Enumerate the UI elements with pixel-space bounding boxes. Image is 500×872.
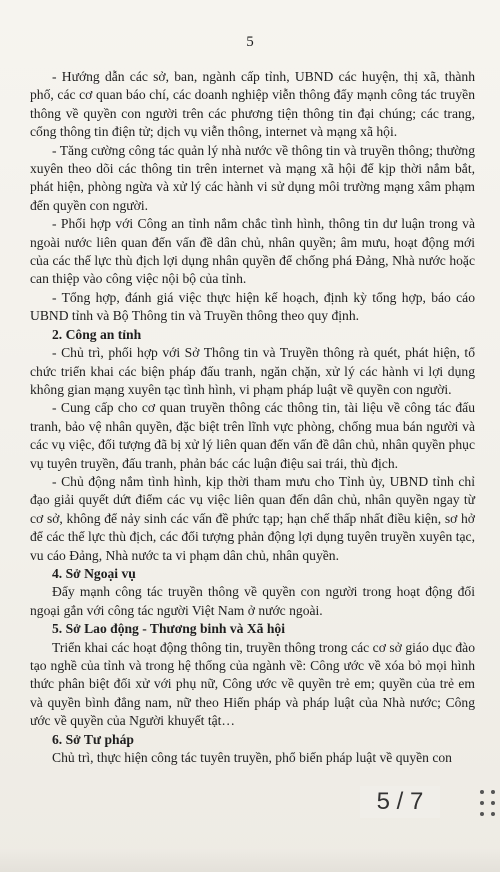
section-heading: 4. Sở Ngoại vụ <box>52 565 136 581</box>
paragraph: - Phối hợp với Công an tỉnh nắm chắc tình hình, thông tin dư luận trong và ngoài nước liên quan đến vấn đề dân chủ, nhân quyền; âm mưu, hoạt động mới của các thế lực thù địch lợi dụng nhân quyền để chống phá Đảng, Nhà nước hoặc can thiệp vào công việc nội bộ của tỉnh. <box>30 216 475 287</box>
paragraph: - Hướng dẫn các sở, ban, ngành cấp tỉnh, UBND các huyện, thị xã, thành phố, các cơ quan báo chí, các doanh nghiệp viễn thông đẩy mạnh công tác truyền thông về quyền con người trên các phương tiện thông tin đại chúng; các trang, cổng thông tin điện tử; dịch vụ viễn thông, internet và mạng xã hội. <box>30 69 475 140</box>
section-heading: 2. Công an tỉnh <box>52 326 142 342</box>
section-heading: 5. Sở Lao động - Thương binh và Xã hội <box>52 621 285 637</box>
paragraph: - Chủ động nắm tình hình, kịp thời tham mưu cho Tỉnh ủy, UBND tỉnh chỉ đạo giải quyết dứt điểm các vụ việc liên quan đến dân chủ, nhân quyền ngay từ cơ sở, không để nảy sinh các vấn đề phức tạp; hạn chế thấp nhất điều kiện, sơ hở để các thế lực thù địch, các đối tượng phản động lợi dụng tuyên truyền xuyên tạc, vu cáo Đảng, Nhà nước ta vi phạm dân chủ, nhân quyền. <box>30 473 475 563</box>
paragraph: - Cung cấp cho cơ quan truyền thông các thông tin, tài liệu về công tác đấu tranh, bảo vệ nhân quyền, đặc biệt trên lĩnh vực phòng, chống mua bán người và các vụ việc, đối tượng đã bị xử lý liên quan đến vấn đề dân chủ, nhân quyền phục vụ tuyên truyền, đấu tranh, phản bác các luận điệu sai trái, thù địch. <box>30 400 475 471</box>
paragraph: - Tổng hợp, đánh giá việc thực hiện kế hoạch, định kỳ tổng hợp, báo cáo UBND tỉnh và Bộ Thông tin và Truyền thông theo quy định. <box>30 289 475 324</box>
paragraph: - Chủ trì, phối hợp với Sở Thông tin và Truyền thông rà quét, phát hiện, tổ chức triển khai các biện pháp đấu tranh, ngăn chặn, xử lý các hành vi lợi dụng không gian mạng xuyên tạc tình hình, vi phạm pháp luật về quyền con người. <box>30 345 475 397</box>
paragraph: Triển khai các hoạt động thông tin, truyền thông trong các cơ sở giáo dục đào tạo nghề của tỉnh và trong hệ thống của ngành về: Công ước về xóa bỏ mọi hình thức phân biệt đối xử với phụ nữ, Công ước về quyền trẻ em; quyền của trẻ em và quyền bình đẳng nam, nữ theo Hiến pháp và pháp luật của Nhà nước; Công ước về quyền của Người khuyết tật… <box>30 639 475 729</box>
page-number: 5 <box>246 34 254 50</box>
page-indicator[interactable]: 5 / 7 <box>360 786 440 818</box>
paragraph: Đẩy mạnh công tác truyền thông về quyền con người trong hoạt động đối ngoại gắn với công tác người Việt Nam ở nước ngoài. <box>30 584 475 618</box>
page-bottom-shade <box>0 848 500 872</box>
section-heading: 6. Sở Tư pháp <box>52 731 134 747</box>
drag-handle-icon[interactable] <box>478 786 498 822</box>
paragraph: - Tăng cường công tác quản lý nhà nước về thông tin và truyền thông; thường xuyên theo dõi các thông tin trên internet và mạng xã hội để kịp thời nắm bắt, phát hiện, phòng ngừa và xử lý các hành vi sử dụng môi trường mạng xâm phạm đến quyền con người. <box>30 142 475 213</box>
paragraph: Chủ trì, thực hiện công tác tuyên truyền, phổ biến pháp luật về quyền con <box>52 750 452 766</box>
document-body <box>30 68 475 767</box>
